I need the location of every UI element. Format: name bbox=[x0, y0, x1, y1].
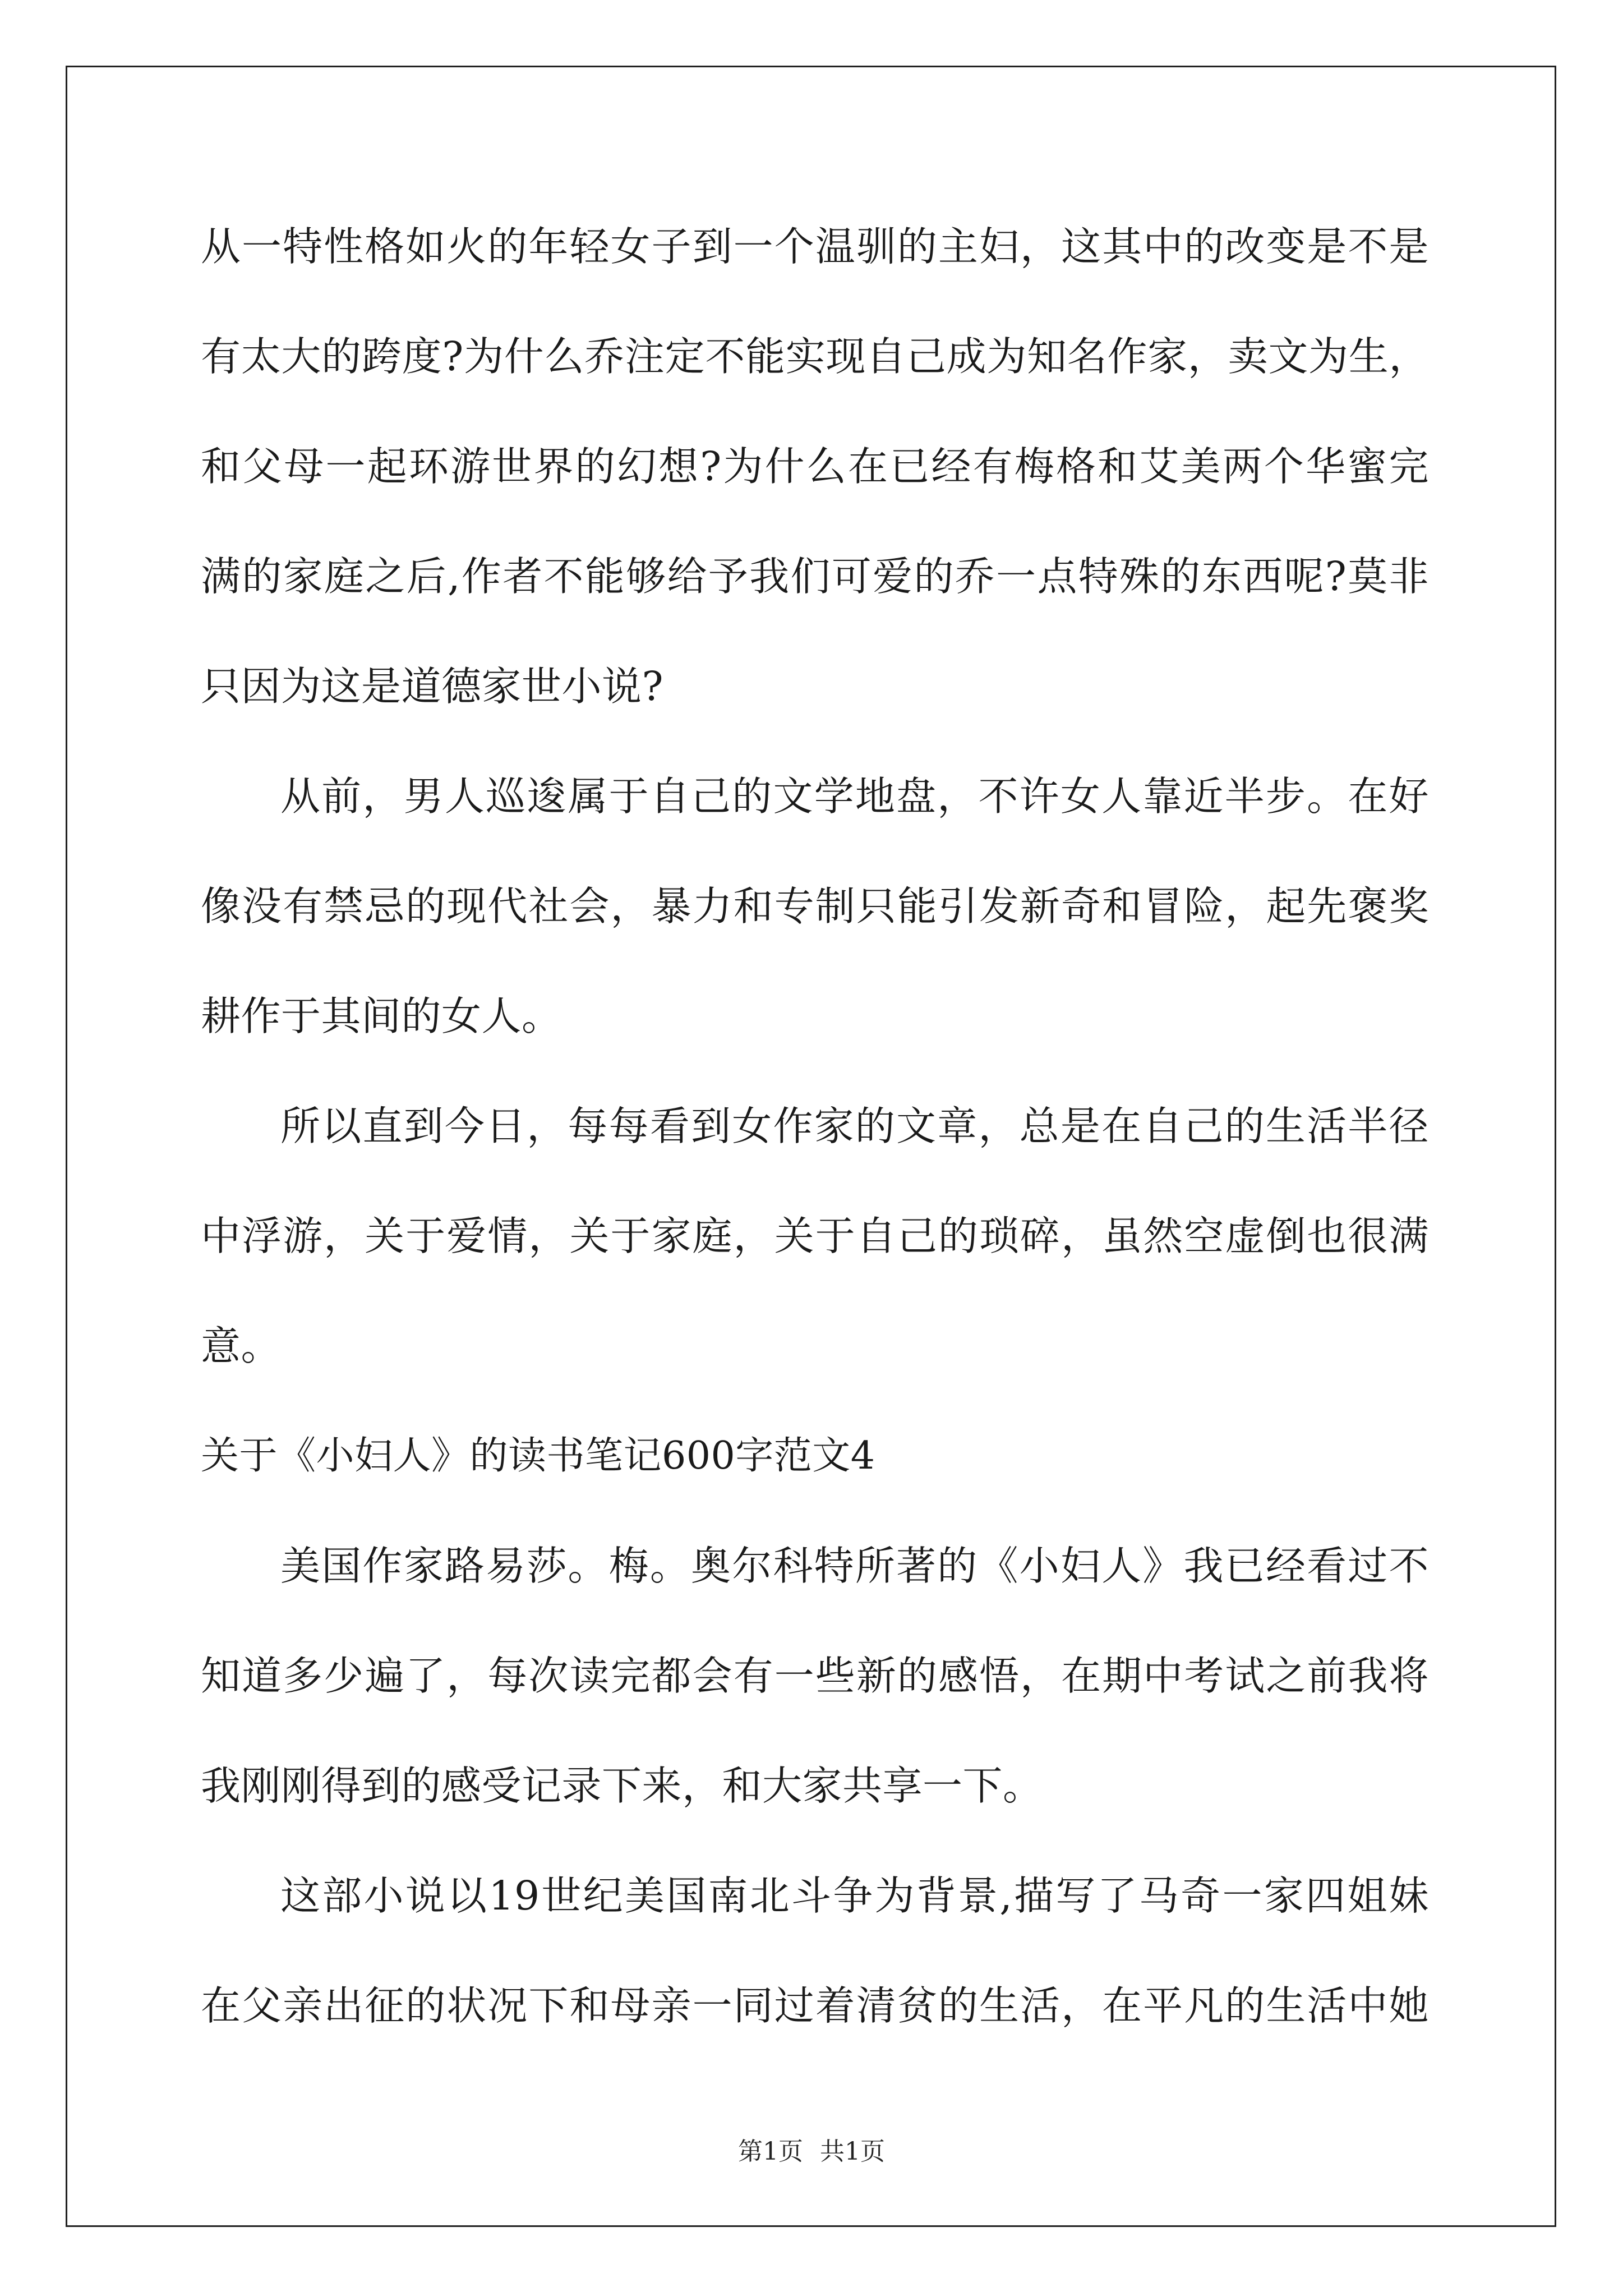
text-line: 我刚刚得到的感受记录下来，和大家共享一下。 bbox=[201, 1763, 1043, 1809]
text-line: 知道多少遍了，每次读完都会有一些新的感悟，在期中考试之前我将 bbox=[201, 1653, 1429, 1699]
text-line: 在父亲出征的状况下和母亲一同过着清贫的生活，在平凡的生活中她 bbox=[201, 1982, 1429, 2029]
text-line: 中浮游，关于爱情，关于家庭，关于自己的琐碎，虽然空虚倒也很满 bbox=[201, 1213, 1429, 1259]
section-heading: 关于《小妇人》的读书笔记600字范文4 bbox=[201, 1434, 875, 1478]
document-body bbox=[201, 213, 1429, 2082]
text-line: 从一特性格如火的年轻女子到一个温驯的主妇，这其中的改变是不是 bbox=[201, 223, 1429, 270]
text-line: 像没有禁忌的现代社会，暴力和专制只能引发新奇和冒险，起先褒奖 bbox=[201, 883, 1429, 930]
text-line: 所以直到今日，每每看到女作家的文章，总是在自己的生活半径 bbox=[280, 1103, 1429, 1149]
text-line: 这部小说以19世纪美国南北斗争为背景,描写了马奇一家四姐妹 bbox=[280, 1872, 1429, 1919]
text-line: 有太大的跨度?为什么乔注定不能实现自己成为知名作家，卖文为生， bbox=[201, 333, 1429, 380]
page-number-current: 第1页 bbox=[738, 2137, 803, 2166]
text-line: 满的家庭之后,作者不能够给予我们可爱的乔一点特殊的东西呢?莫非 bbox=[201, 553, 1429, 600]
page-footer bbox=[0, 2136, 1623, 2168]
page-number-total: 共1页 bbox=[820, 2137, 885, 2166]
text-line: 和父母一起环游世界的幻想?为什么在已经有梅格和艾美两个华蜜完 bbox=[201, 443, 1429, 490]
text-line: 耕作于其间的女人。 bbox=[201, 993, 562, 1039]
text-line: 意。 bbox=[201, 1323, 282, 1369]
text-line: 美国作家路易莎。梅。奥尔科特所著的《小妇人》我已经看过不 bbox=[280, 1543, 1429, 1589]
text-line: 只因为这是道德家世小说? bbox=[201, 663, 664, 710]
text-line: 从前，男人巡逡属于自己的文学地盘，不许女人靠近半步。在好 bbox=[280, 773, 1429, 820]
